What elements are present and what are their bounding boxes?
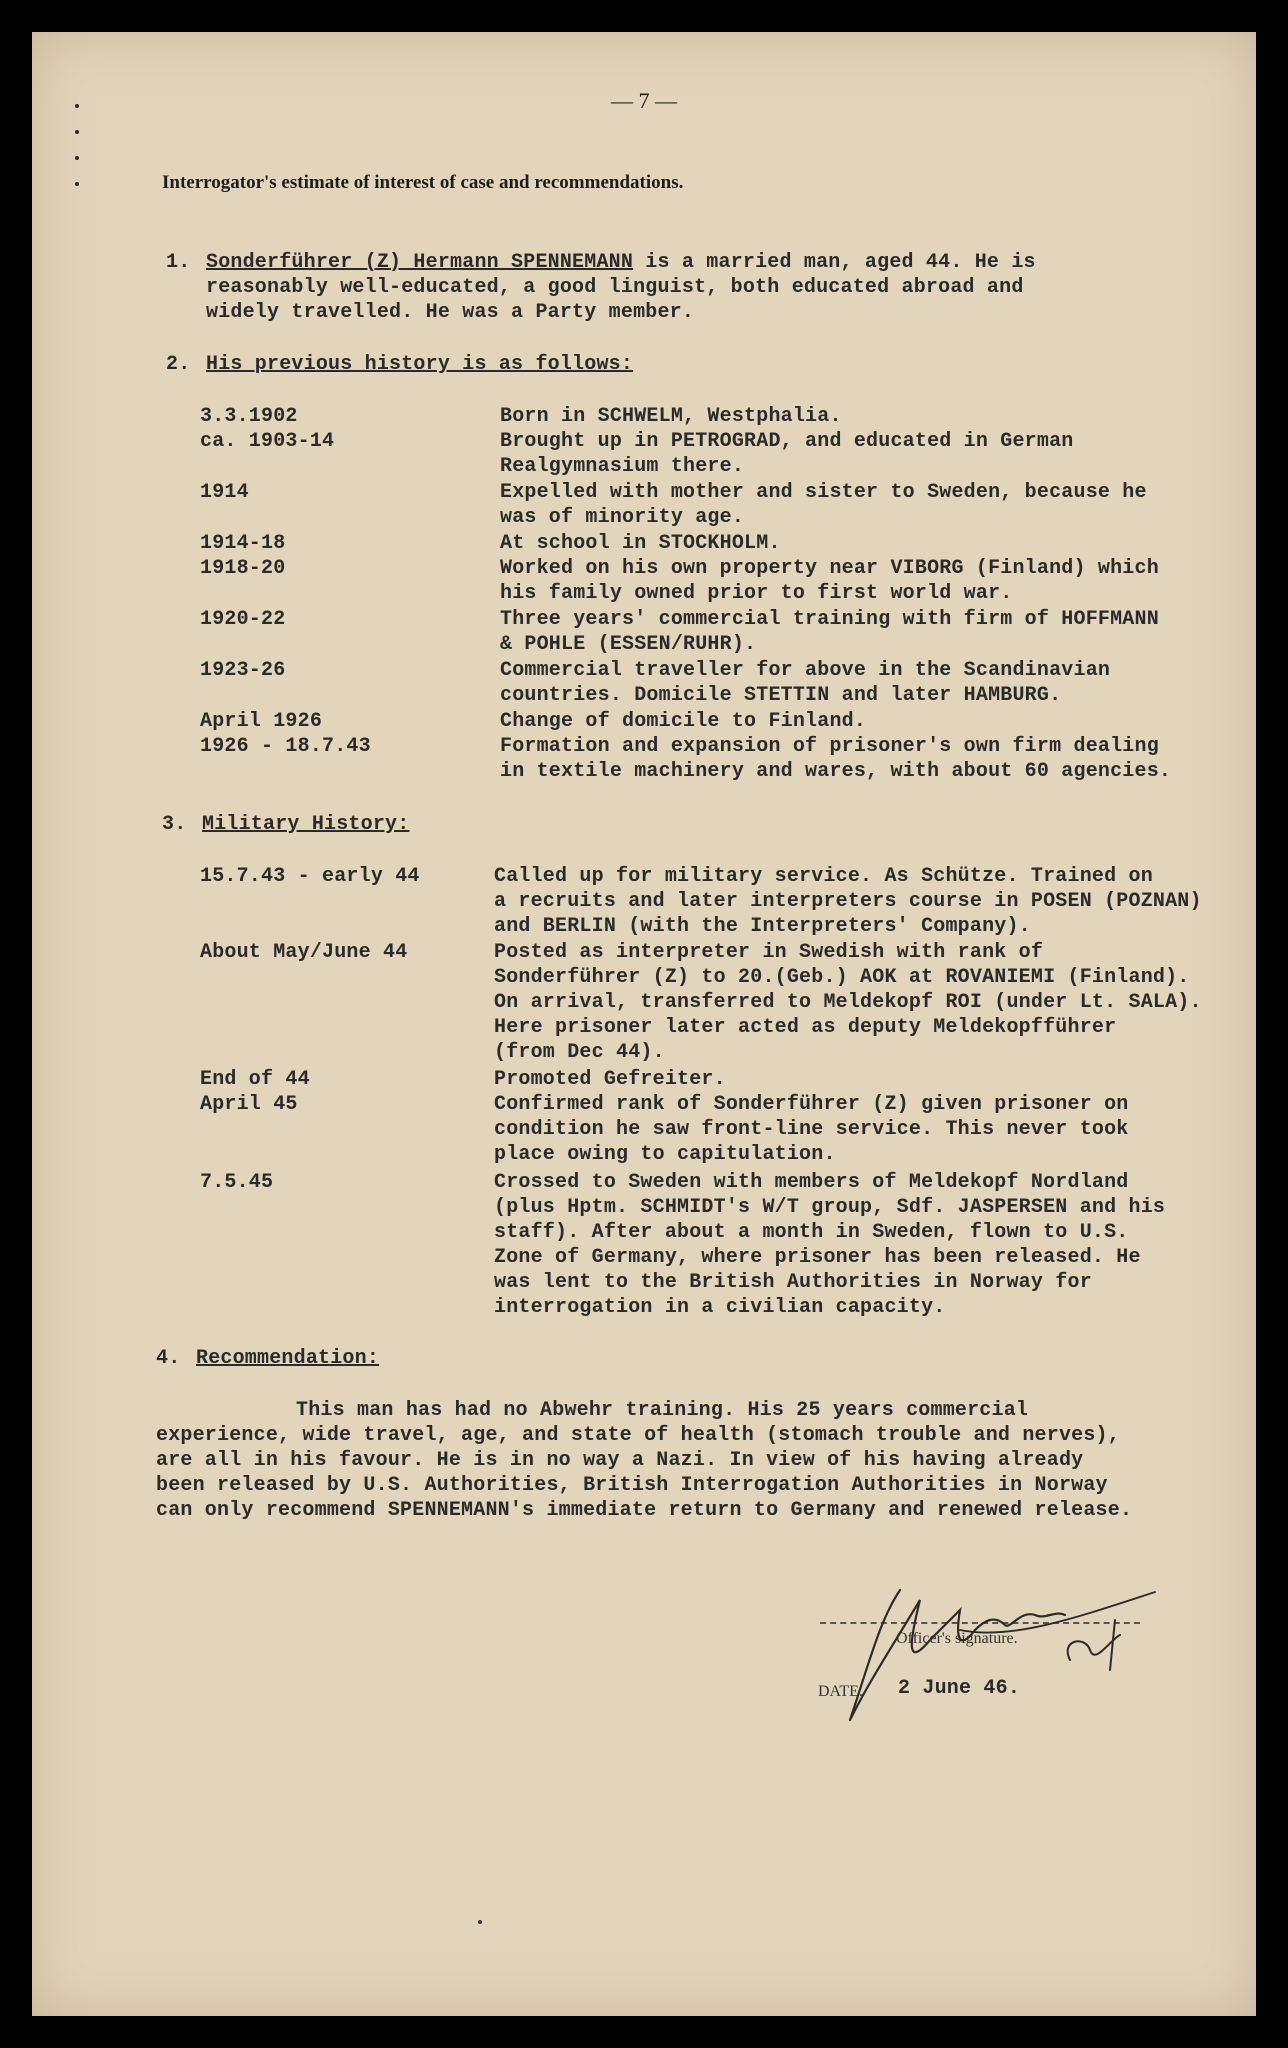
military-text-line: (from Dec 44).	[494, 1041, 665, 1064]
military-date: End of 44	[200, 1068, 310, 1091]
military-text-line: Crossed to Sweden with members of Meldekopf Nordland	[494, 1171, 1129, 1194]
handwritten-signature	[810, 1580, 1170, 1730]
history-text-line: Formation and expansion of prisoner's own firm dealing	[500, 735, 1159, 758]
military-text	[494, 1092, 1234, 1167]
military-text	[494, 1067, 1234, 1092]
section-1-number: 1.	[166, 251, 191, 274]
history-date: 1920-22	[200, 608, 286, 631]
recommendation-line: This man has had no Abwehr training. His 25 years commercial	[296, 1399, 1029, 1422]
military-text	[494, 864, 1234, 939]
military-text-line: and BERLIN (with the Interpreters' Company).	[494, 915, 1031, 938]
military-date: 7.5.45	[200, 1171, 274, 1194]
history-text	[500, 404, 1240, 429]
history-text-line: in textile machinery and wares, with about 60 agencies.	[500, 760, 1172, 783]
history-text-line: was of minority age.	[500, 506, 745, 529]
history-date: 1914	[200, 481, 249, 504]
history-date: 1914-18	[200, 532, 286, 555]
military-text-line: On arrival, transferred to Meldekopf ROI (under Lt. SALA).	[494, 991, 1202, 1014]
date-label: DATE.	[818, 1683, 863, 1700]
section-1-line-3: widely travelled. He was a Party member.	[206, 301, 695, 324]
section-3-title-row	[162, 812, 409, 837]
section-4-title-row	[156, 1346, 379, 1371]
recommendation-line: are all in his favour. He is in no way a Nazi. In view of his having already	[156, 1449, 1084, 1472]
history-text-line: Realgymnasium there.	[500, 455, 745, 478]
military-text-line: Posted as interpreter in Swedish with rank of	[494, 941, 1044, 964]
section-3-title: Military History:	[202, 813, 410, 836]
history-text-line: Commercial traveller for above in the Scandinavian	[500, 659, 1111, 682]
history-text	[500, 556, 1240, 606]
history-text	[500, 429, 1240, 479]
military-text-line: Sonderführer (Z) to 20.(Geb.) AOK at ROVANIEMI (Finland).	[494, 966, 1190, 989]
history-text-line: Three years' commercial training with firm of HOFFMANN	[500, 608, 1159, 631]
section-1-line-1-rest: is a married man, aged 44. He is	[633, 251, 1036, 274]
history-date: 1923-26	[200, 659, 286, 682]
section-1-line-2: reasonably well-educated, a good linguist, both educated abroad and	[206, 276, 1024, 299]
section-2-title-row	[166, 352, 633, 377]
history-text-line: Change of domicile to Finland.	[500, 710, 867, 733]
military-text-line: place owing to capitulation.	[494, 1143, 836, 1166]
signature-label: Officer's signature.	[896, 1630, 1018, 1647]
subject-name: Sonderführer (Z) Hermann SPENNEMANN	[206, 251, 634, 274]
section-2-title: His previous history is as follows:	[206, 353, 634, 376]
section-3-number: 3.	[162, 813, 187, 836]
military-date: About May/June 44	[200, 941, 408, 964]
military-text-line: condition he saw front-line service. This never took	[494, 1118, 1129, 1141]
military-text-line: staff). After about a month in Sweden, flown to U.S.	[494, 1221, 1129, 1244]
page-number: — 7 —	[611, 88, 677, 113]
history-text-line: Brought up in PETROGRAD, and educated in German	[500, 430, 1074, 453]
military-text-line: a recruits and later interpreters course in POSEN (POZNAN)	[494, 890, 1202, 913]
military-text-line: Called up for military service. As Schütze. Trained on	[494, 865, 1153, 888]
history-text	[500, 607, 1240, 657]
history-text	[500, 480, 1240, 530]
military-date: April 45	[200, 1093, 298, 1116]
military-text	[494, 940, 1234, 1065]
military-text-line: Zone of Germany, where prisoner has been released. He	[494, 1246, 1141, 1269]
military-text	[494, 1170, 1234, 1320]
section-2-number: 2.	[166, 353, 191, 376]
margin-punch-marks	[72, 104, 82, 184]
military-text-line: interrogation in a civilian capacity.	[494, 1296, 946, 1319]
military-text-line: Here prisoner later acted as deputy Meldekopfführer	[494, 1016, 1117, 1039]
history-text	[500, 709, 1240, 734]
history-date: April 1926	[200, 710, 323, 733]
section-4-title: Recommendation:	[196, 1347, 380, 1370]
military-text-line: Confirmed rank of Sonderführer (Z) given prisoner on	[494, 1093, 1129, 1116]
history-text-line: Born in SCHWELM, Westphalia.	[500, 405, 842, 428]
section-1	[166, 250, 1226, 325]
military-text-line: (plus Hptm. SCHMIDT's W/T group, Sdf. JASPERSEN and his	[494, 1196, 1166, 1219]
military-text-line: Promoted Gefreiter.	[494, 1068, 726, 1091]
recommendation-text	[156, 1398, 1216, 1523]
history-text-line: countries. Domicile STETTIN and later HAMBURG.	[500, 684, 1062, 707]
section-4-number: 4.	[156, 1347, 181, 1370]
history-text	[500, 658, 1240, 708]
history-text-line: Worked on his own property near VIBORG (Finland) which	[500, 557, 1159, 580]
history-text-line: Expelled with mother and sister to Sweden, because he	[500, 481, 1147, 504]
history-date: 1918-20	[200, 557, 286, 580]
history-date: 3.3.1902	[200, 405, 298, 428]
military-date: 15.7.43 - early 44	[200, 865, 420, 888]
recommendation-line: experience, wide travel, age, and state of health (stomach trouble and nerves),	[156, 1424, 1120, 1447]
section-1-line-1	[166, 250, 1226, 275]
paper-speck	[478, 1920, 482, 1924]
history-text	[500, 734, 1240, 784]
military-text-line: was lent to the British Authorities in Norway for	[494, 1271, 1092, 1294]
history-text-line: his family owned prior to first world war.	[500, 582, 1013, 605]
history-date: 1926 - 18.7.43	[200, 735, 371, 758]
history-text-line: At school in STOCKHOLM.	[500, 532, 781, 555]
history-text-line: & POHLE (ESSEN/RUHR).	[500, 633, 757, 656]
date-value: 2 June 46.	[898, 1677, 1021, 1700]
page-heading: Interrogator's estimate of interest of case and recommendations.	[162, 172, 684, 193]
history-date: ca. 1903-14	[200, 430, 335, 453]
recommendation-line: been released by U.S. Authorities, British Interrogation Authorities in Norway	[156, 1474, 1108, 1497]
history-text	[500, 531, 1240, 556]
recommendation-line: can only recommend SPENNEMANN's immediate return to Germany and renewed release.	[156, 1499, 1133, 1522]
